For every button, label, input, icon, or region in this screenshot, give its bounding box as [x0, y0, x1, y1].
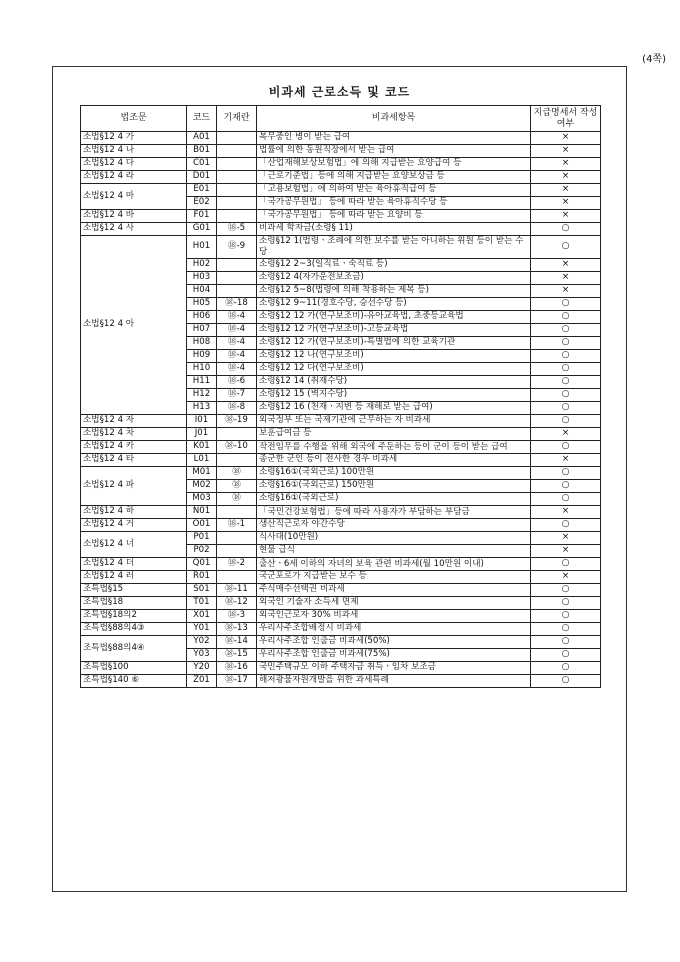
- code-cell: H10: [187, 363, 217, 376]
- code-cell: H13: [187, 402, 217, 415]
- law-cell: 소법§12 4 카: [81, 441, 187, 454]
- entry-cell: ⑱-16: [217, 662, 257, 675]
- required-cell: ○: [531, 610, 601, 623]
- table-row: [81, 584, 601, 597]
- required-cell: ○: [531, 558, 601, 571]
- entry-cell: ⑱-6: [217, 376, 257, 389]
- required-cell: ×: [531, 259, 601, 272]
- item-cell: 우리사주조합 인출금 비과세(50%): [257, 636, 531, 649]
- required-cell: ○: [531, 402, 601, 415]
- law-cell: 소법§12 4 타: [81, 454, 187, 467]
- table-row: [81, 158, 601, 171]
- entry-cell: ⑱-5: [217, 223, 257, 236]
- required-cell: ×: [531, 171, 601, 184]
- code-cell: O01: [187, 519, 217, 532]
- required-cell: ○: [531, 597, 601, 610]
- entry-cell: ⑱-11: [217, 584, 257, 597]
- code-cell: P01: [187, 532, 217, 545]
- item-cell: 소령§12 12 다(연구보조비): [257, 363, 531, 376]
- entry-cell: ⑱-12: [217, 597, 257, 610]
- table-row: [81, 415, 601, 428]
- required-cell: ○: [531, 467, 601, 480]
- item-cell: 소령§12 2~3(일직료ㆍ숙직료 등): [257, 259, 531, 272]
- law-cell: 소법§12 4 바: [81, 210, 187, 223]
- item-cell: 복무중인 병이 받는 급여: [257, 132, 531, 145]
- header-required: 지급명세서 작성 여부: [531, 106, 601, 132]
- page-title: 비과세 근로소득 및 코드: [268, 85, 411, 99]
- entry-cell: [217, 532, 257, 545]
- entry-cell: ⑱-4: [217, 337, 257, 350]
- item-cell: 국민주택규모 이하 주택자금 취득ㆍ임차 보조금: [257, 662, 531, 675]
- code-cell: R01: [187, 571, 217, 584]
- entry-cell: [217, 158, 257, 171]
- item-cell: 「근로기준법」등에 의해 지급받는 요양보상금 등: [257, 171, 531, 184]
- required-cell: ○: [531, 389, 601, 402]
- item-cell: 외국인근로자 30% 비과세: [257, 610, 531, 623]
- required-cell: ○: [531, 519, 601, 532]
- entry-cell: ⑱-18: [217, 298, 257, 311]
- item-cell: 소령§12 12 가(연구보조비)-고등교육법: [257, 324, 531, 337]
- table-row: [81, 662, 601, 675]
- entry-cell: [217, 132, 257, 145]
- required-cell: ○: [531, 675, 601, 688]
- required-cell: ×: [531, 428, 601, 441]
- item-cell: 작전임무를 수행을 위해 외국에 주둔하는 등이 군이 등이 받는 급여: [257, 441, 531, 454]
- item-cell: 외국인 기술자 소득세 면제: [257, 597, 531, 610]
- item-cell: 소령§16①(국외근로) 100만원: [257, 467, 531, 480]
- law-cell: 소법§12 4 사: [81, 223, 187, 236]
- item-cell: 소령§12 15 (벽지수당): [257, 389, 531, 402]
- table-row: [81, 441, 601, 454]
- entry-cell: ⑱-8: [217, 402, 257, 415]
- code-cell: H12: [187, 389, 217, 402]
- entry-cell: ⑱: [217, 480, 257, 493]
- code-cell: Y03: [187, 649, 217, 662]
- entry-cell: ⑱-1: [217, 519, 257, 532]
- entry-cell: ⑱-15: [217, 649, 257, 662]
- law-cell: 소법§12 4 차: [81, 428, 187, 441]
- code-cell: T01: [187, 597, 217, 610]
- entry-cell: ⑱-4: [217, 350, 257, 363]
- required-cell: ○: [531, 415, 601, 428]
- item-cell: 「산업재해보상보험법」에 의해 지급받는 요양급여 등: [257, 158, 531, 171]
- item-cell: 우리사주조합배정시 비과세: [257, 623, 531, 636]
- law-cell: 조특법§88의4④: [81, 636, 187, 662]
- code-cell: H04: [187, 285, 217, 298]
- required-cell: ○: [531, 324, 601, 337]
- required-cell: ○: [531, 311, 601, 324]
- item-cell: 소령§16①(국외근로) 150만원: [257, 480, 531, 493]
- code-cell: F01: [187, 210, 217, 223]
- item-cell: 소령§12 4(자가운전보조금): [257, 272, 531, 285]
- header-code: 코드: [187, 106, 217, 132]
- required-cell: ×: [531, 210, 601, 223]
- required-cell: ×: [531, 158, 601, 171]
- entry-cell: ⑱-9: [217, 236, 257, 259]
- required-cell: ○: [531, 363, 601, 376]
- code-cell: N01: [187, 506, 217, 519]
- required-cell: ×: [531, 454, 601, 467]
- entry-cell: ⑱-3: [217, 610, 257, 623]
- entry-cell: ⑱: [217, 493, 257, 506]
- entry-cell: ⑱-14: [217, 636, 257, 649]
- entry-cell: ⑱-4: [217, 363, 257, 376]
- code-cell: D01: [187, 171, 217, 184]
- required-cell: ×: [531, 197, 601, 210]
- entry-cell: [217, 506, 257, 519]
- required-cell: ○: [531, 441, 601, 454]
- table-row: [81, 597, 601, 610]
- code-cell: S01: [187, 584, 217, 597]
- code-cell: E02: [187, 197, 217, 210]
- law-cell: 조특법§100: [81, 662, 187, 675]
- required-cell: ○: [531, 493, 601, 506]
- law-cell: 소법§12 4 러: [81, 571, 187, 584]
- item-cell: 「국민건강보험법」등에 따라 사용자가 부담하는 부담금: [257, 506, 531, 519]
- law-cell: 소법§12 4 다: [81, 158, 187, 171]
- table-row: [81, 454, 601, 467]
- entry-cell: ⑱-19: [217, 415, 257, 428]
- required-cell: ○: [531, 480, 601, 493]
- required-cell: ○: [531, 236, 601, 259]
- required-cell: ×: [531, 272, 601, 285]
- entry-cell: ⑱-17: [217, 675, 257, 688]
- entry-cell: [217, 545, 257, 558]
- required-cell: ×: [531, 285, 601, 298]
- table-row: [81, 532, 601, 545]
- code-cell: Y20: [187, 662, 217, 675]
- item-cell: 주식매수선택권 비과세: [257, 584, 531, 597]
- required-cell: ○: [531, 636, 601, 649]
- entry-cell: [217, 454, 257, 467]
- entry-cell: [217, 571, 257, 584]
- entry-cell: ⑱-2: [217, 558, 257, 571]
- entry-cell: ⑱-7: [217, 389, 257, 402]
- item-cell: 소령§12 5~8(법령에 의해 착용하는 제복 등): [257, 285, 531, 298]
- code-cell: C01: [187, 158, 217, 171]
- code-cell: H06: [187, 311, 217, 324]
- item-cell: 소령§12 12 나(연구보조비): [257, 350, 531, 363]
- required-cell: ×: [531, 571, 601, 584]
- item-cell: 소령§12 14 (취재수당): [257, 376, 531, 389]
- required-cell: ○: [531, 223, 601, 236]
- law-cell: 소법§12 4 너: [81, 532, 187, 558]
- code-cell: P02: [187, 545, 217, 558]
- code-cell: H02: [187, 259, 217, 272]
- law-cell: 소법§12 4 하: [81, 506, 187, 519]
- law-cell: 조특법§88의4③: [81, 623, 187, 636]
- table-row: [81, 675, 601, 688]
- code-cell: H11: [187, 376, 217, 389]
- entry-cell: [217, 197, 257, 210]
- required-cell: ×: [531, 545, 601, 558]
- law-cell: 조특법§18의2: [81, 610, 187, 623]
- law-cell: 소법§12 4 파: [81, 467, 187, 506]
- code-cell: Y02: [187, 636, 217, 649]
- header-law: 법조문: [81, 106, 187, 132]
- item-cell: 소령§12 12 가(연구보조비)-유아교육법, 초중등교육법: [257, 311, 531, 324]
- required-cell: ×: [531, 506, 601, 519]
- entry-cell: [217, 272, 257, 285]
- table-row: [81, 428, 601, 441]
- table-row: [81, 145, 601, 158]
- table-row: [81, 210, 601, 223]
- item-cell: 소령§12 12 가(연구보조비)-특별법에 의한 교육기관: [257, 337, 531, 350]
- required-cell: ×: [531, 184, 601, 197]
- item-cell: 소령§16①(국외근로): [257, 493, 531, 506]
- item-cell: 보훈급여금 등: [257, 428, 531, 441]
- item-cell: 현물 급식: [257, 545, 531, 558]
- item-cell: 「국가공무원법」 등에 따라 받는 육아휴직수당 등: [257, 197, 531, 210]
- entry-cell: [217, 285, 257, 298]
- entry-cell: [217, 184, 257, 197]
- law-cell: 소법§12 4 가: [81, 132, 187, 145]
- table-row: [81, 467, 601, 480]
- entry-cell: [217, 428, 257, 441]
- code-cell: X01: [187, 610, 217, 623]
- code-cell: H08: [187, 337, 217, 350]
- table-row: [81, 610, 601, 623]
- code-cell: H03: [187, 272, 217, 285]
- required-cell: ×: [531, 132, 601, 145]
- code-cell: M01: [187, 467, 217, 480]
- law-cell: 조특법§140 ⑥: [81, 675, 187, 688]
- item-cell: 종군한 군인 등이 전사한 경우 비과세: [257, 454, 531, 467]
- law-cell: 조특법§18: [81, 597, 187, 610]
- code-cell: H07: [187, 324, 217, 337]
- code-cell: G01: [187, 223, 217, 236]
- code-cell: M03: [187, 493, 217, 506]
- item-cell: 출산ㆍ6세 이하의 자녀의 보육 관련 비과세(월 10만원 이내): [257, 558, 531, 571]
- table-row: [81, 506, 601, 519]
- entry-cell: [217, 210, 257, 223]
- entry-cell: ⑱-10: [217, 441, 257, 454]
- code-cell: H05: [187, 298, 217, 311]
- item-cell: 소령§12 1(법령ㆍ조례에 의한 보수를 받는 아니하는 위원 등이 받는 수당: [257, 236, 531, 259]
- entry-cell: ⑱-13: [217, 623, 257, 636]
- table-row: [81, 519, 601, 532]
- law-cell: 소법§12 4 마: [81, 184, 187, 210]
- law-cell: 소법§12 4 더: [81, 558, 187, 571]
- code-cell: L01: [187, 454, 217, 467]
- required-cell: ○: [531, 584, 601, 597]
- code-cell: Q01: [187, 558, 217, 571]
- required-cell: ○: [531, 623, 601, 636]
- item-cell: 생산직근로자 야간수당: [257, 519, 531, 532]
- required-cell: ○: [531, 376, 601, 389]
- table-row: [81, 132, 601, 145]
- entry-cell: ⑱: [217, 467, 257, 480]
- page-number: (4쪽): [642, 54, 666, 65]
- law-cell: 소법§12 4 라: [81, 171, 187, 184]
- item-cell: 소령§12 9~11(경호수당, 승선수당 등): [257, 298, 531, 311]
- table-row: [81, 636, 601, 649]
- item-cell: 법률에 의한 동원직장에서 받는 급여: [257, 145, 531, 158]
- item-cell: 「국가공무원법」 등에 따라 받는 요양비 등: [257, 210, 531, 223]
- code-cell: H01: [187, 236, 217, 259]
- item-cell: 우리사주조합 인출금 비과세(75%): [257, 649, 531, 662]
- required-cell: ×: [531, 145, 601, 158]
- code-cell: B01: [187, 145, 217, 158]
- required-cell: ○: [531, 337, 601, 350]
- item-cell: 국군포로가 지급받는 보수 등: [257, 571, 531, 584]
- code-cell: Y01: [187, 623, 217, 636]
- table-row: [81, 171, 601, 184]
- code-cell: H09: [187, 350, 217, 363]
- required-cell: ×: [531, 532, 601, 545]
- item-cell: 비과세 학자금(소령§ 11): [257, 223, 531, 236]
- code-cell: M02: [187, 480, 217, 493]
- entry-cell: ⑱-4: [217, 311, 257, 324]
- code-cell: Z01: [187, 675, 217, 688]
- table-row: [81, 571, 601, 584]
- law-cell: 조특법§15: [81, 584, 187, 597]
- required-cell: ○: [531, 662, 601, 675]
- code-cell: A01: [187, 132, 217, 145]
- table-row: [81, 558, 601, 571]
- item-cell: 소령§12 16 (천재ㆍ지변 등 재해로 받는 급여): [257, 402, 531, 415]
- table-row: [81, 236, 601, 259]
- header-item: 비과세항목: [257, 106, 531, 132]
- nontaxable-income-table: [80, 105, 601, 688]
- table-row: [81, 223, 601, 236]
- item-cell: 해저광물자원개발을 위한 과세특례: [257, 675, 531, 688]
- law-cell: 소법§12 4 아: [81, 236, 187, 415]
- law-cell: 소법§12 4 나: [81, 145, 187, 158]
- required-cell: ○: [531, 649, 601, 662]
- entry-cell: [217, 171, 257, 184]
- item-cell: 외국정부 또는 국제기관에 근무하는 자 비과세: [257, 415, 531, 428]
- item-cell: 식사대(10만원): [257, 532, 531, 545]
- code-cell: I01: [187, 415, 217, 428]
- entry-cell: [217, 259, 257, 272]
- entry-cell: ⑱-4: [217, 324, 257, 337]
- header-entry: 기재란: [217, 106, 257, 132]
- code-cell: E01: [187, 184, 217, 197]
- code-cell: K01: [187, 441, 217, 454]
- law-cell: 소법§12 4 거: [81, 519, 187, 532]
- law-cell: 소법§12 4 자: [81, 415, 187, 428]
- item-cell: 「고용보험법」에 의하여 받는 육아휴직급여 등: [257, 184, 531, 197]
- required-cell: ○: [531, 350, 601, 363]
- table-row: [81, 623, 601, 636]
- required-cell: ○: [531, 298, 601, 311]
- code-cell: J01: [187, 428, 217, 441]
- entry-cell: [217, 145, 257, 158]
- table-row: [81, 184, 601, 197]
